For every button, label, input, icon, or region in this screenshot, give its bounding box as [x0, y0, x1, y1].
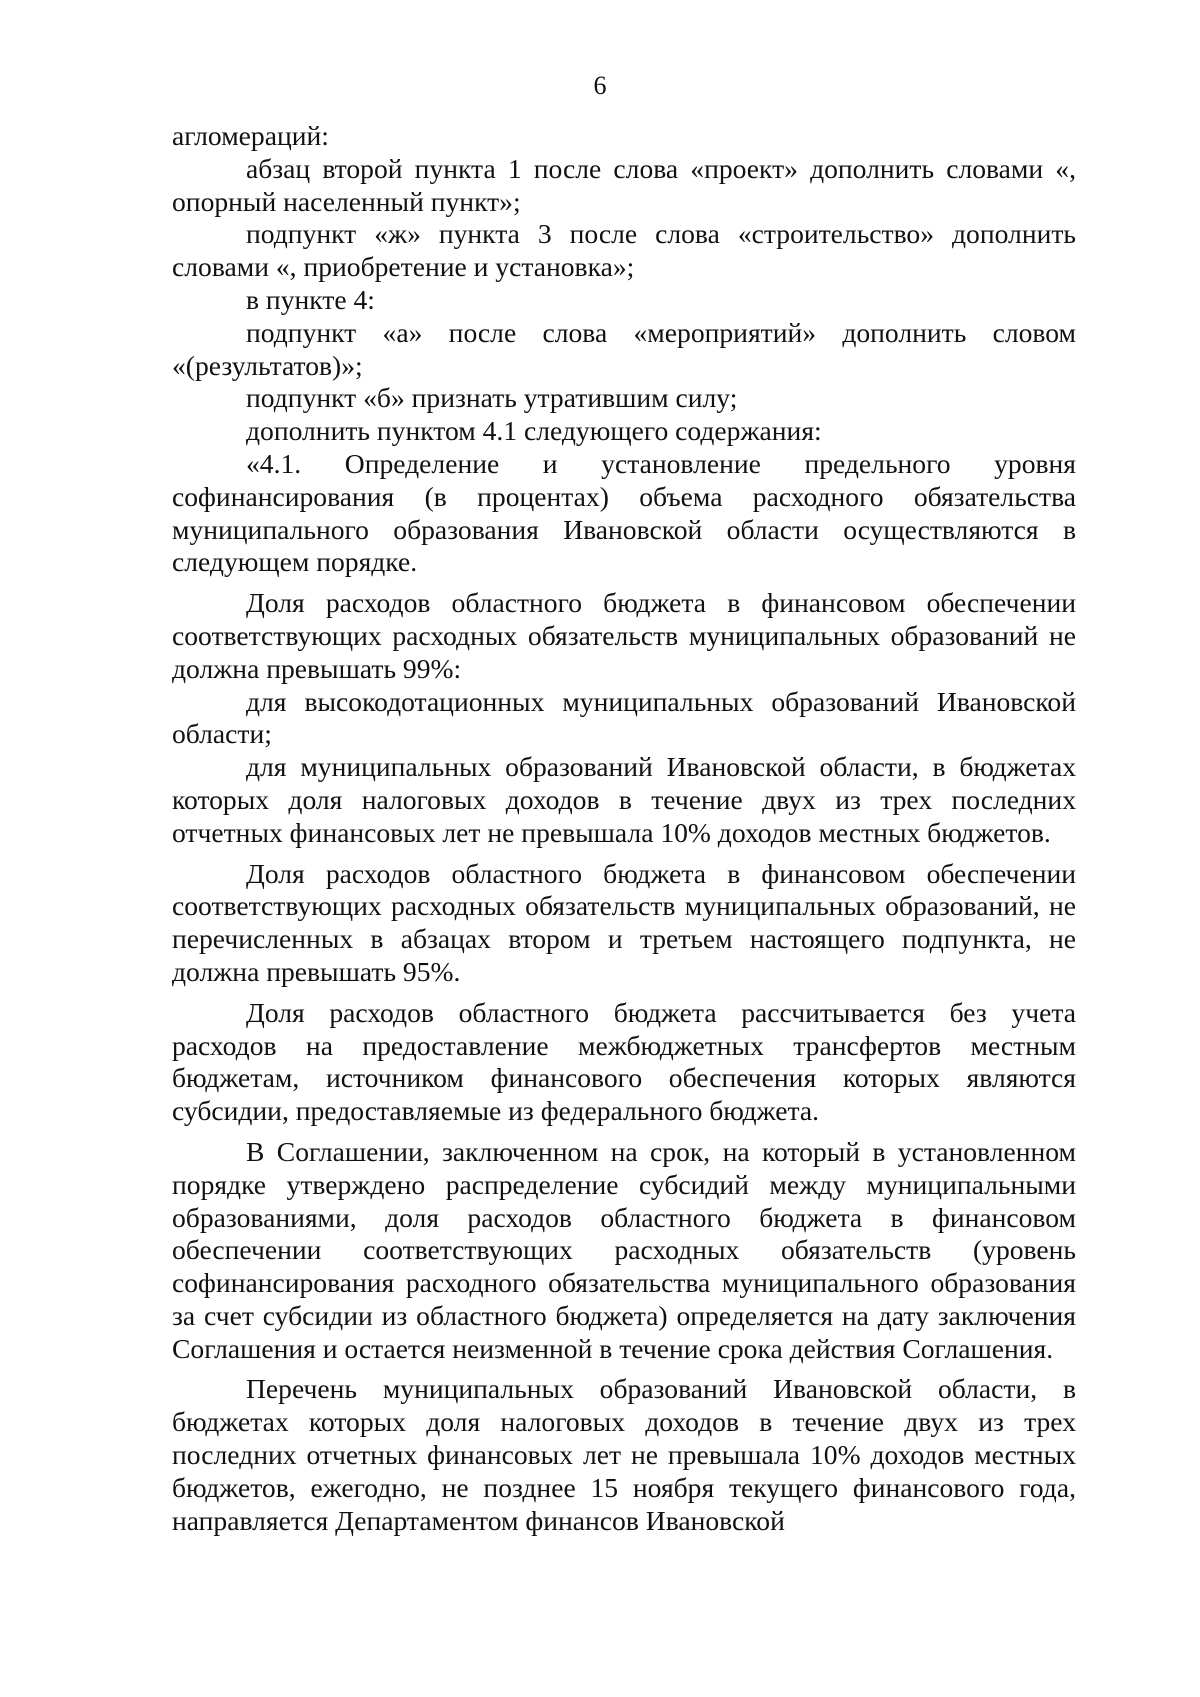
paragraph: абзац второй пункта 1 после слова «проект» дополнить словами «, опорный населенный пункт»;: [172, 152, 1076, 217]
paragraph: дополнить пунктом 4.1 следующего содержания:: [246, 415, 822, 447]
paragraph: агломераций:: [172, 120, 329, 151]
paragraph: Доля расходов областного бюджета в финансовом обеспечении соответствующих расходных обязательств муниципальных образований, не перечисленных в абзацах втором и третьем настоящего подпункта, не должна превышать 95%.: [172, 857, 1076, 987]
paragraph: Перечень муниципальных образований Ивановской области, в бюджетах которых доля налоговых доходов в течение двух из трех последних отчетных финансовых лет не превышала 10% доходов местных бюджетов, ежегодно, не позднее 15 ноября текущего финансового года, направляется Департаментом финансов Ивановской: [172, 1373, 1076, 1536]
page-number: 6: [593, 71, 607, 100]
paragraph: Доля расходов областного бюджета рассчитывается без учета расходов на предоставление межбюджетных трансфертов местным бюджетам, источником финансового обеспечения которых являются субсидии, предоставляемые из федерального бюджета.: [172, 996, 1076, 1127]
document-body: [172, 120, 1076, 1537]
paragraph: Доля расходов областного бюджета в финансовом обеспечении соответствующих расходных обязательств муниципальных образований не должна превышать 99%:: [172, 587, 1076, 684]
paragraph: подпункт «б» признать утратившим силу;: [246, 382, 738, 414]
paragraph: для муниципальных образований Ивановской области, в бюджетах которых доля налоговых доходов в течение двух из трех последних отчетных финансовых лет не превышала 10% доходов местных бюджетов.: [172, 751, 1076, 848]
paragraph: «4.1. Определение и установление предельного уровня софинансирования (в процентах) объема расходного обязательства муниципального образования Ивановской области осуществляются в следующем порядке.: [172, 447, 1076, 578]
paragraph: для высокодотационных муниципальных образований Ивановской области;: [172, 685, 1076, 750]
paragraph: подпункт «ж» пункта 3 после слова «строительство» дополнить словами «, приобретение и установка»;: [172, 218, 1076, 283]
paragraph: в пункте 4:: [246, 283, 375, 315]
paragraph: В Соглашении, заключенном на срок, на который в установленном порядке утверждено распределение субсидий между муниципальными образованиями, доля расходов областного бюджета в финансовом обеспечении соответствующих расходных обязательств (уровень софинансирования расходного обязательства муниципального образования за счет субсидии из областного бюджета) определяется на дату заключения Соглашения и остается неизменной в течение срока действия Соглашения.: [172, 1135, 1076, 1364]
paragraph: подпункт «а» после слова «мероприятий» дополнить словом «(результатов)»;: [172, 316, 1076, 381]
